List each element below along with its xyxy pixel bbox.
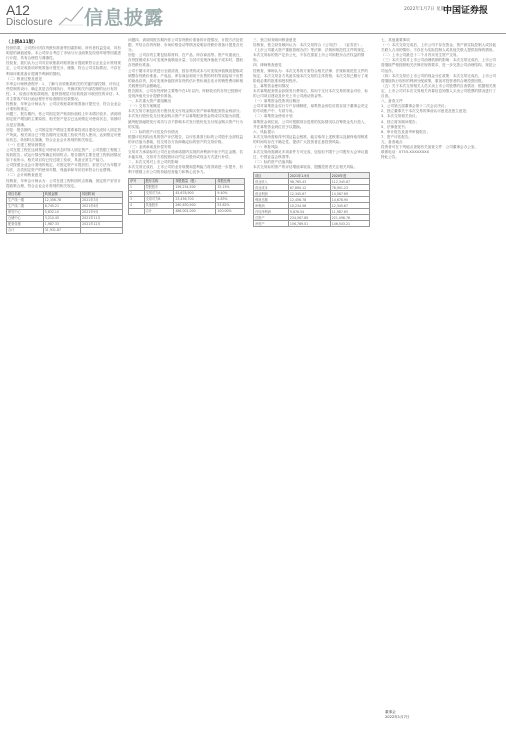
table-cell: 营业成本 bbox=[254, 185, 289, 191]
paragraph: 问题三、报告期内，你公司固定资产账面价值较上年末增长较多，请说明固定资产增加的主要原因，相关资产是否已达到预定可使用状态，转固时点是否准确。 bbox=[6, 112, 121, 127]
table-cell: 配套设施 bbox=[7, 221, 44, 227]
table-cell: 净利润 bbox=[254, 203, 289, 209]
paragraph: 报告期末，公司存货库龄主要集中在1年以内，库龄较长的存货已按照可变现净值充分计提跌价准备。 bbox=[128, 88, 242, 99]
paragraph: 1、公司第五届董事会第十二次会议决议； bbox=[381, 104, 448, 109]
table-cell: 112,345.67 bbox=[330, 179, 369, 185]
signature-line: 董事会 bbox=[385, 710, 396, 714]
paragraph: 三、独立财务顾问核查意见 bbox=[253, 38, 297, 42]
paragraph: 本次交易完成后，上市公司的业务规模和盈利能力将得到进一步提升，有利于增强上市公司的持续经营能力和核心竞争力。 bbox=[128, 165, 243, 175]
paragraph: （一）本次交易完成后，上市公司不存在资金、资产被实际控制人或其他关联人占用的情形，不存在为实际控制人或其他关联人提供担保的情形。 bbox=[381, 43, 496, 53]
paragraph: 投资者可在下列地点查阅有关备查文件：公司董事会办公室。 bbox=[381, 144, 479, 149]
table-cell: 32.15% bbox=[216, 184, 245, 190]
table-cell: 12,345.67 bbox=[288, 191, 330, 197]
paragraph: （五）关于本次交易相关人员买卖上市公司股票的自查情况：根据相关规定，上市公司对本次交易相关内幕信息知情人买卖公司股票的情况进行了自查。 bbox=[381, 83, 496, 99]
section-label: Disclosure bbox=[6, 17, 53, 28]
table-cell: 研发中心 bbox=[7, 209, 44, 215]
table-cell: 156,789.01 bbox=[288, 221, 330, 227]
table-row bbox=[129, 196, 245, 202]
shareholder-table bbox=[128, 178, 245, 215]
column-1-text bbox=[6, 46, 123, 189]
paragraph: 6、审计报告及备考审阅报告； bbox=[381, 129, 431, 134]
paragraph: 经检查，我们认为公司对应收账款坏账准备计提政策符合企业会计准则规定，公司应收款项坏账准备计提充分、谨慎，符合公司实际情况，不存在利用坏账准备计提调节利润的情形。 bbox=[6, 61, 121, 76]
table-cell: 营业收入 bbox=[254, 179, 289, 185]
paragraph: 7、资产评估报告。 bbox=[381, 134, 413, 139]
table-cell: 156,234,500 bbox=[174, 184, 216, 190]
paragraph: 5、法律意见书； bbox=[381, 124, 409, 129]
paragraph: （一）交易方案概述 bbox=[128, 104, 161, 109]
paragraph: 公司在建工程在达到预定可使用状态时转入固定资产，公司依据工程竣工验收报告、试运行情况等确定转固时点。报告期内主要在建工程转固情况如下表所示，相关项目均已经过竣工验收，具备正常生产能力。 bbox=[6, 147, 121, 163]
table-header-cell: 2020年度 bbox=[330, 173, 369, 179]
table-cell: 2 bbox=[129, 190, 145, 196]
table-cell: 2021年6月 bbox=[81, 203, 123, 209]
paragraph: 特此公告。 bbox=[381, 155, 399, 160]
table-row bbox=[7, 227, 123, 233]
column-1 bbox=[6, 38, 123, 738]
paragraph: （四）本次交易后上市公司的现金分红政策：本次交易完成后，上市公司将继续执行现有的利润分配政策，重视对投资者的合理投资回报。 bbox=[381, 73, 496, 83]
continuation-label: （上接A11版） bbox=[6, 40, 38, 45]
table-cell: 1 bbox=[129, 184, 145, 190]
paragraph: 回复：报告期内，公司固定资产增加主要系募投项目建设完成转入固定资产所致。相关项目已于报告期内完成竣工验收并投入使用，达到预定可使用状态，转固时点准确，符合企业会计准则的相关规定。 bbox=[6, 127, 121, 142]
paragraph: （三）业绩承诺及补偿安排 bbox=[128, 144, 172, 149]
table-cell: 归母净利润 bbox=[254, 209, 289, 215]
table-cell: 交易对方B bbox=[144, 196, 174, 202]
paragraph: 经核查，年审会计师认为：公司在建工程转固时点准确，固定资产折旧计提政策合理，符合企业会计准则的相关规定。 bbox=[6, 178, 121, 188]
page-number: A12 bbox=[6, 2, 30, 18]
table-cell: 2021年12月 bbox=[81, 221, 123, 227]
table-header-cell: 持股数量（股） bbox=[174, 178, 216, 184]
paragraph: 4、独立财务顾问报告； bbox=[381, 119, 420, 124]
table-cell: 23,456,700 bbox=[174, 196, 216, 202]
table-header-cell: 项目 bbox=[254, 173, 289, 179]
paragraph: （二）标的资产评估及作价情况 bbox=[128, 129, 179, 134]
paragraph: 问题四、请说明报告期内你公司存货跌价准备的计提情况，计提方法及依据，并结合存货库龄、市场价格变动等情况说明存货跌价准备计提是否充分。 bbox=[128, 38, 243, 53]
paragraph: 联系电话：0755-XXXXXXXX bbox=[381, 150, 430, 155]
column-2 bbox=[128, 38, 245, 738]
table-cell: 45,678,900 bbox=[174, 190, 216, 196]
table-cell: 仓储中心 bbox=[7, 215, 44, 221]
table-cell: 14,678.90 bbox=[330, 197, 369, 203]
table-header-cell: 股东名称 bbox=[144, 178, 174, 184]
trend-line-icon bbox=[58, 5, 84, 27]
newspaper-logo: 中国证券报 bbox=[443, 6, 489, 16]
financial-table bbox=[253, 172, 370, 227]
table-cell: 234,567.89 bbox=[288, 215, 330, 221]
table-header-row bbox=[129, 178, 245, 184]
table-cell: 12,456.78 bbox=[288, 197, 330, 203]
page-title: 信息披露 bbox=[84, 7, 165, 29]
paragraph: 经核查，独立财务顾问认为：本次交易符合《公司法》、《证券法》、《上市公司重大资产重组管理办法》等法律、法规和规范性文件的规定，本次交易标的资产定价公允，不存在损害上市公司和股东合法权益的情形。 bbox=[253, 43, 368, 63]
paragraph: 3、本次交易相关协议； bbox=[381, 114, 420, 119]
table-cell: 生产线二期 bbox=[7, 203, 44, 209]
table-cell: 67,890.12 bbox=[288, 185, 330, 191]
table-cell: 12,356.78 bbox=[43, 197, 80, 203]
paragraph: 七、其他重要事项 bbox=[381, 38, 410, 42]
table-row bbox=[129, 208, 245, 214]
table-cell bbox=[81, 227, 123, 233]
paragraph: 本次募集配套资金扣除发行费用后，拟用于支付本次交易的现金对价、标的公司项目建设及补充上市公司流动资金等。 bbox=[253, 88, 368, 99]
table-cell: 12,345.67 bbox=[330, 203, 369, 209]
table-cell: 10,234.56 bbox=[288, 203, 330, 209]
table-cell: 交易对方A bbox=[144, 190, 174, 196]
column-4 bbox=[381, 38, 498, 738]
paragraph: （一）在建工程转固情况 bbox=[6, 142, 46, 147]
paragraph: 经核查，律师认为：本次交易的方案符合相关法律、法规和规范性文件的规定；本次交易各方具备实施本次交易的主体资格；本次交易已履行了现阶段必要的批准和授权程序。 bbox=[253, 68, 368, 83]
table-cell: 11,987.65 bbox=[330, 209, 369, 215]
table-cell: 1,987.33 bbox=[43, 221, 80, 227]
table-cell: 9.40% bbox=[216, 190, 245, 196]
paragraph: 九、备查地点 bbox=[381, 139, 403, 144]
table-row bbox=[129, 202, 245, 208]
table-cell bbox=[129, 208, 145, 214]
table-cell: 合计 bbox=[7, 227, 44, 233]
table-cell: 486,001,000 bbox=[174, 208, 216, 214]
signature-date: 2022年1月7日 bbox=[385, 715, 410, 719]
header-divider bbox=[0, 33, 506, 34]
table-cell: 控股股东 bbox=[144, 184, 174, 190]
paragraph: （二）标的资产估值风险 bbox=[253, 160, 293, 165]
table-header-cell: 项目名称 bbox=[7, 191, 44, 197]
column-2-text bbox=[128, 38, 245, 176]
paragraph: 八、备查文件 bbox=[381, 99, 403, 104]
paragraph: 经核查，年审会计师认为：公司应收账款坏账准备计提充分，符合企业会计准则的规定。 bbox=[6, 102, 121, 112]
paragraph: 六、风险提示 bbox=[253, 129, 275, 134]
paragraph: 公司于期末对存货进行全面清查，按存货的成本与可变现净值孰低提取或调整存货跌价准备。产成品、库存商品和用于出售的材料等直接用于出售的商品存货，其可变现净值按该存货的估计售价减去估计的销售费用和相关税费后的金额确定。 bbox=[128, 68, 243, 88]
table-cell: 9,876.54 bbox=[288, 209, 330, 215]
table-cell: 4.83% bbox=[216, 196, 245, 202]
table-cell: 合计 bbox=[144, 208, 174, 214]
table-row bbox=[129, 190, 245, 196]
paragraph: 本次交易尚需取得中国证监会核准，能否取得上述核准以及最终取得核准的时间均存在不确定性，提请广大投资者注意投资风险。 bbox=[253, 134, 368, 144]
table-cell: 146,543.21 bbox=[330, 221, 369, 227]
column-3-text bbox=[253, 38, 370, 170]
table-cell: 4 bbox=[129, 202, 145, 208]
asset-transfer-table bbox=[6, 191, 123, 234]
paragraph: 根据评估机构出具的资产评估报告，以评估基准日标的公司股东全部权益的评估值为基础，经交易各方协商确定标的资产的交易价格。 bbox=[128, 134, 243, 144]
paragraph: 本次交易尚需满足多项条件方可完成，包括但不限于公司股东大会审议通过、中国证监会核准等。 bbox=[253, 150, 368, 160]
table-cell: 生产线一期 bbox=[7, 197, 44, 203]
paragraph: 募集资金到位前，公司可根据项目进度的实际情况以自筹资金先行投入，并在募集资金到位后予以置换。 bbox=[253, 119, 368, 129]
table-cell: 3 bbox=[129, 196, 145, 202]
table-cell: 5,632.10 bbox=[43, 209, 80, 215]
table-cell: 100.00% bbox=[216, 208, 245, 214]
table-cell: 营业利润 bbox=[254, 191, 289, 197]
table-header-cell: 2021年1-9月 bbox=[288, 173, 330, 179]
paragraph: 四、律师核查意见 bbox=[253, 63, 282, 68]
table-cell: 2021年3月 bbox=[81, 197, 123, 203]
table-cell: 总资产 bbox=[254, 215, 289, 221]
paragraph: 本次交易标的资产的评估增值率较高，提醒投资者关注相关风险。 bbox=[253, 165, 358, 170]
paragraph: 公司对募集资金实行专户存储制度，募集资金到位后将存放于董事会决定的专项账户中，专款专用。 bbox=[253, 104, 368, 114]
paragraph: 交易对方承诺标的公司在业绩承诺期内实现的净利润不低于约定金额，若未能实现，交易对方将按照协议约定以股份或现金方式进行补偿。 bbox=[128, 150, 243, 160]
table-header-cell: 转固金额 bbox=[43, 191, 80, 197]
table-cell: 2021年9月 bbox=[81, 209, 123, 215]
paragraph: （一）募集资金投资项目概况 bbox=[253, 99, 300, 104]
table-cell: 31,931.87 bbox=[43, 227, 80, 233]
paragraph: （一）审批风险 bbox=[253, 144, 279, 149]
table-cell: 8,745.21 bbox=[43, 203, 80, 209]
paragraph: 回复：公司存货主要包括原材料、在产品、库存商品等。资产负债表日，存货按照成本与可变现净值孰低计量，当其可变现净值低于成本时，提取存货跌价准备。 bbox=[128, 53, 243, 68]
paragraph: （二）上市公司最近十二个月内未发生资产交易。 bbox=[381, 53, 461, 58]
table-cell: 260,630,900 bbox=[174, 202, 216, 208]
table-header-cell: 序号 bbox=[129, 178, 145, 184]
table-header-cell: 转固时间 bbox=[81, 191, 123, 197]
table-cell: 98,765.43 bbox=[288, 179, 330, 185]
table-cell: 2021年11月 bbox=[81, 215, 123, 221]
table-row bbox=[254, 221, 370, 227]
table-cell: 其他股东 bbox=[144, 202, 174, 208]
paragraph: 一、本次重大资产重组概况 bbox=[128, 99, 172, 104]
paragraph: （二）募集资金使用计划 bbox=[253, 114, 293, 119]
issue-date: 2022年1月7日 星期五 bbox=[404, 7, 450, 12]
column-3 bbox=[253, 38, 370, 738]
table-row bbox=[129, 184, 245, 190]
table-cell: 53.62% bbox=[216, 202, 245, 208]
table-cell: 净资产 bbox=[254, 221, 289, 227]
page-header bbox=[0, 0, 506, 34]
table-cell: 利润总额 bbox=[254, 197, 289, 203]
signature-block bbox=[385, 710, 500, 720]
table-cell: 14,567.89 bbox=[330, 191, 369, 197]
paragraph: 五、募集资金使用情况 bbox=[253, 83, 289, 88]
paragraph: 公司按照企业会计准则的规定，对固定资产计提折旧，折旧方法为年限平均法，各类固定资产的使用年限、残值率和年折旧率符合行业惯例。 bbox=[6, 163, 121, 173]
paragraph: 经营结果，公司预计因存货跌价准备等因素影响，所有者权益变动，具有明显的减值迹象。本公司综合考虑了市场与行业政策及经营环境等因素进行计提，具有合理性与谨慎性。 bbox=[6, 46, 121, 61]
column-4-text bbox=[381, 38, 498, 160]
paragraph: 年审会计师核查程序：1、了解与应收账款相关的关键内部控制，评价这些控制的设计，确定其是否得到执行，并测试相关内部控制的运行有效性；2、检查应收账款明细，复核管理层对应收账款可收回性的评估；3、对主要客户执行函证程序并检查期后回款情况。 bbox=[6, 81, 122, 102]
table-header-cell: 持股比例 bbox=[216, 178, 245, 184]
table-cell: 78,901.23 bbox=[330, 185, 369, 191]
paragraph: （二）核查过程及意见 bbox=[6, 76, 42, 81]
table-cell: 221,098.76 bbox=[330, 215, 369, 221]
table-cell: 3,210.45 bbox=[43, 215, 80, 221]
paragraph: 二、本次交易对上市公司的影响 bbox=[128, 160, 179, 165]
paragraph: 本次交易方案包括发行股份及支付现金购买资产和募集配套资金两部分。本次发行股份及支付现金购买资产不以募集配套资金的成功实施为前提，最终配套融资发行成功与否不影响本次发行股份及支付现金购买资产行为的实施。 bbox=[128, 109, 243, 129]
paragraph: （二）会计师核查意见 bbox=[6, 173, 42, 178]
paragraph: （三）本次交易对上市公司治理机制的影响：本次交易完成后，上市公司将继续严格按照相关法律法规的要求，进一步完善公司治理结构，规范公司运作。 bbox=[381, 58, 496, 73]
paragraph: 2、独立董事关于本次交易的事前认可意见及独立意见； bbox=[381, 109, 470, 114]
